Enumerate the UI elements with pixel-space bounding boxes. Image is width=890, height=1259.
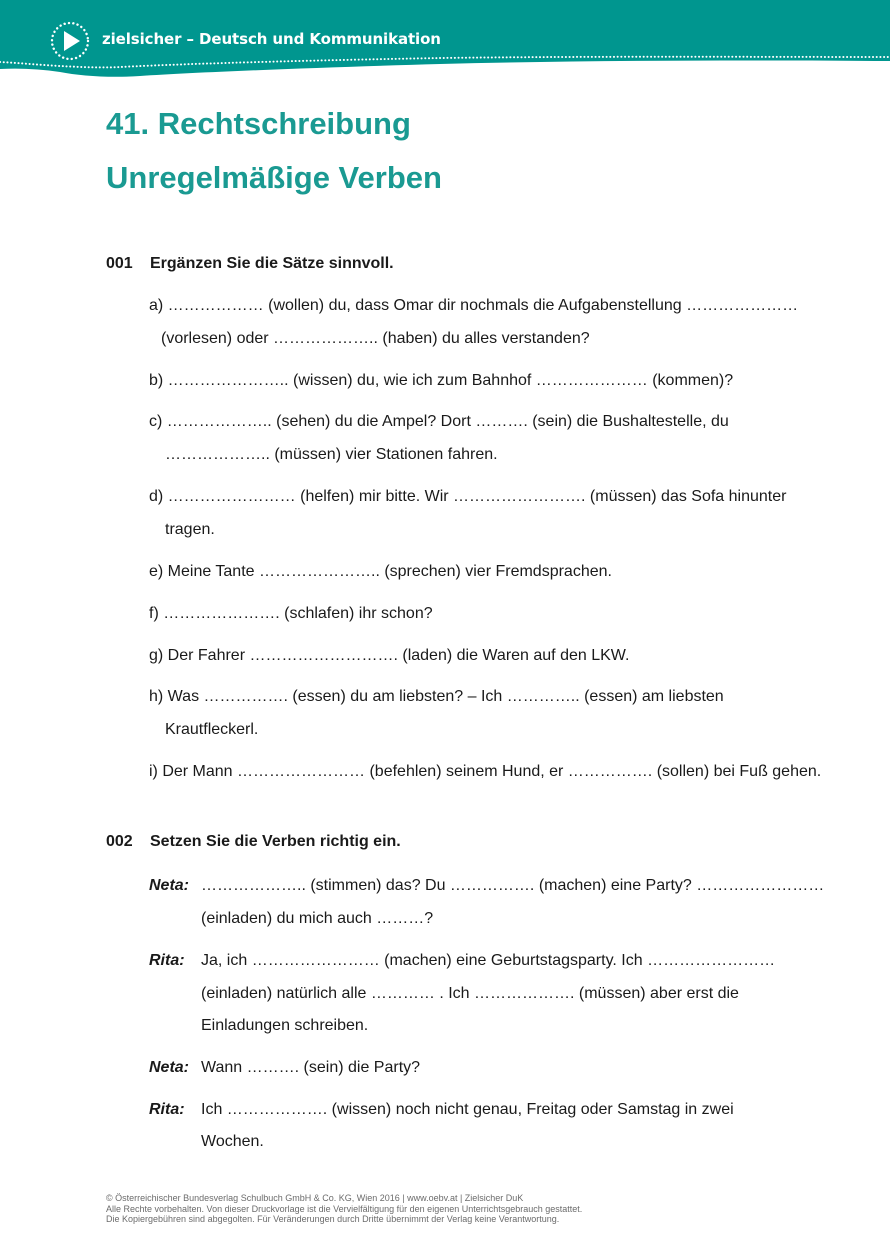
footer-line: Alle Rechte vorbehalten. Von dieser Druckvorlage ist die Vervielfältigung für den eigenen Unterrichtsgebrauch gestattet.: [106, 1203, 583, 1214]
task-number: 002: [106, 833, 133, 850]
footer-line: © Österreichischer Bundesverlag Schulbuch GmbH & Co. KG, Wien 2016 | www.oebv.at | Zielsicher DuK: [106, 1193, 524, 1203]
speaker-label: Neta:: [149, 877, 190, 894]
exercise-line: b) ………………….. (wissen) du, wie ich zum Bahnhof ………………… (kommen)?: [149, 372, 734, 389]
brand-name: zielsicher – Deutsch und Kommunikation: [102, 30, 441, 48]
exercise-line: (vorlesen) oder ……………….. (haben) du alles verstanden?: [161, 330, 590, 347]
dialogue-line: Ich ………………. (wissen) noch nicht genau, Freitag oder Samstag in zwei: [201, 1101, 734, 1118]
exercise-line: d) …………………… (helfen) mir bitte. Wir ……………………. (müssen) das Sofa hinunter: [149, 488, 787, 505]
exercise-line: ……………….. (müssen) vier Stationen fahren.: [165, 446, 498, 463]
task-instruction: Setzen Sie die Verben richtig ein.: [150, 833, 401, 850]
dialogue-line: Ja, ich …………………… (machen) eine Geburtstagsparty. Ich ……………………: [201, 952, 776, 969]
exercise-line: e) Meine Tante ………………….. (sprechen) vier Fremdsprachen.: [149, 563, 612, 580]
task-instruction: Ergänzen Sie die Sätze sinnvoll.: [150, 255, 394, 272]
speaker-label: Neta:: [149, 1059, 190, 1076]
dialogue-line: (einladen) du mich auch ………?: [201, 910, 434, 927]
dialogue-line: Wochen.: [201, 1133, 264, 1150]
exercise-line: a) ……………… (wollen) du, dass Omar dir nochmals die Aufgabenstellung …………………: [149, 297, 799, 314]
header-banner: [0, 0, 890, 82]
exercise-line: Krautfleckerl.: [165, 721, 259, 738]
footer-line: Die Kopiergebühren sind abgegolten. Für Veränderungen durch Dritte übernimmt der Verlag keine Verantwortung.: [106, 1214, 560, 1224]
exercise-line: f) …………………. (schlafen) ihr schon?: [149, 605, 433, 622]
speaker-label: Rita:: [149, 952, 185, 969]
speaker-label: Rita:: [149, 1101, 185, 1118]
task-heading-002: [106, 833, 401, 851]
exercise-line: g) Der Fahrer ………………………. (laden) die Waren auf den LKW.: [149, 647, 630, 664]
task-number: 001: [106, 255, 133, 272]
dialogue-line: Einladungen schreiben.: [201, 1017, 369, 1034]
task-heading-001: [106, 255, 394, 273]
page-subtitle: Unregelmäßige Verben: [106, 160, 442, 195]
dialogue-line: ……………….. (stimmen) das? Du ……………. (machen) eine Party? ……………………: [201, 877, 825, 894]
dialogue-line: Wann ………. (sein) die Party?: [201, 1059, 421, 1076]
page-title: 41. Rechtschreibung: [106, 106, 411, 141]
exercise-line: h) Was ……………. (essen) du am liebsten? – Ich ………….. (essen) am liebsten: [149, 688, 724, 705]
exercise-line: i) Der Mann …………………… (befehlen) seinem Hund, er ……………. (sollen) bei Fuß gehen.: [149, 763, 822, 780]
dialogue-line: (einladen) natürlich alle ………… . Ich ………………. (müssen) aber erst die: [201, 985, 739, 1002]
exercise-line: tragen.: [165, 521, 215, 538]
exercise-line: c) ……………….. (sehen) du die Ampel? Dort ………. (sein) die Bushaltestelle, du: [149, 413, 729, 430]
copyright-footer: [106, 1193, 582, 1225]
